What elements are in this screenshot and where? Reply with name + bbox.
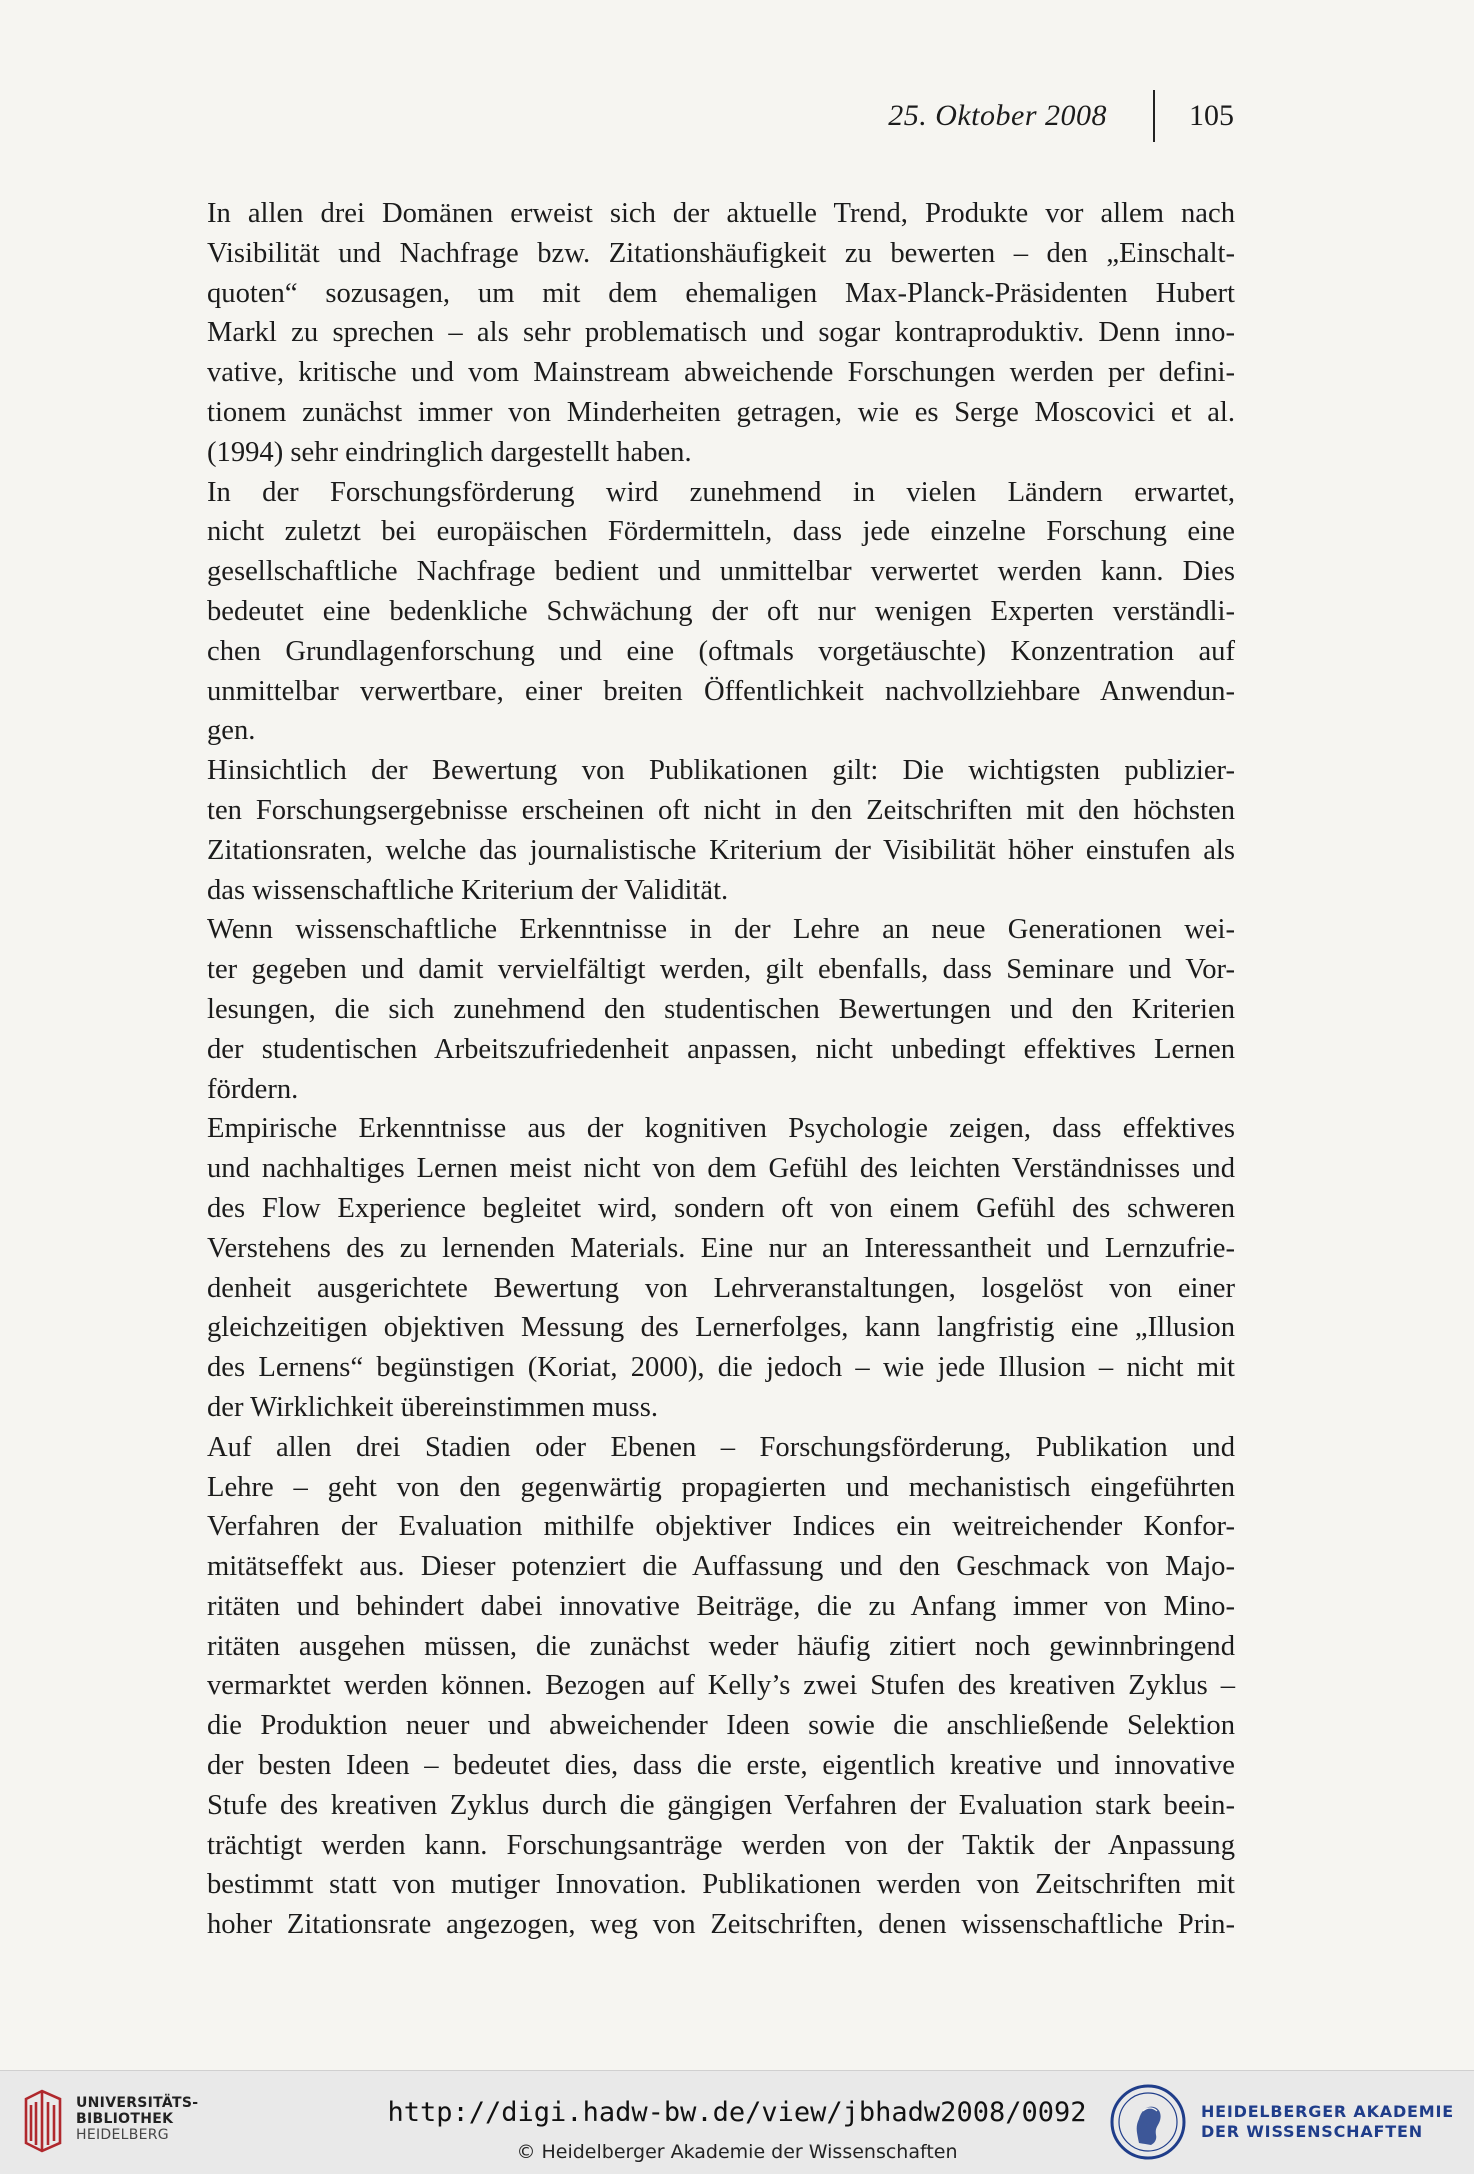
permalink-url[interactable]: http://digi.hadw-bw.de/view/jbhadw2008/0092 — [387, 2097, 1087, 2128]
text-line: Verfahren der Evaluation mithilfe objektiver Indices ein weitreichender Konfor- — [207, 1511, 1235, 1543]
text-line: Lehre – geht von den gegenwärtig propagierten und mechanistisch eingeführten — [207, 1471, 1235, 1503]
text-line: Markl zu sprechen – als sehr problematisch und sogar kontraproduktiv. Denn inno- — [207, 317, 1235, 349]
text-line: Hinsichtlich der Bewertung von Publikationen gilt: Die wichtigsten publizier- — [207, 755, 1235, 787]
text-line: In allen drei Domänen erweist sich der aktuelle Trend, Produkte vor allem nach — [207, 198, 1235, 229]
running-header-date: 25. Oktober 2008 — [888, 99, 1107, 132]
academy-logo[interactable] — [1109, 2083, 1454, 2161]
text-line: unmittelbar verwertbare, einer breiten Öffentlichkeit nachvollziehbare Anwendun- — [207, 675, 1235, 707]
body-text — [135, 194, 1235, 1945]
text-line: der Wirklichkeit übereinstimmen muss. — [207, 1391, 658, 1423]
text-line: Stufe des kreativen Zyklus durch die gängigen Verfahren der Evaluation stark beein- — [207, 1789, 1235, 1821]
text-line: der studentischen Arbeitszufriedenheit anpassen, nicht unbedingt effektives Lernen — [207, 1033, 1235, 1065]
library-name-line: BIBLIOTHEK — [76, 2111, 174, 2127]
paragraph — [135, 473, 1235, 752]
academy-name-line: HEIDELBERGER AKADEMIE — [1200, 2102, 1454, 2121]
text-line: Visibilität und Nachfrage bzw. Zitationshäufigkeit zu bewerten – den „Einschalt- — [207, 237, 1235, 269]
text-line: bedeutet eine bedenkliche Schwächung der oft nur wenigen Experten verständli- — [207, 595, 1235, 627]
text-line: der besten Ideen – bedeutet dies, dass die erste, eigentlich kreative und innovative — [207, 1750, 1235, 1782]
text-line: ter gegeben und damit vervielfältigt werden, gilt ebenfalls, dass Seminare und Vor- — [207, 954, 1235, 986]
text-line: und nachhaltiges Lernen meist nicht von dem Gefühl des leichten Verständnisses und — [207, 1153, 1235, 1185]
text-line: die Produktion neuer und abweichender Ideen sowie die anschließende Selektion — [207, 1710, 1235, 1742]
library-name-line: HEIDELBERG — [76, 2127, 169, 2143]
paragraph — [135, 1428, 1235, 1945]
text-line: des Flow Experience begleitet wird, sondern oft von einem Gefühl des schweren — [207, 1192, 1235, 1224]
paragraph — [135, 1109, 1235, 1427]
paragraph — [135, 194, 1235, 473]
academy-name — [1201, 2102, 1454, 2142]
text-line: chen Grundlagenforschung und eine (oftmals vorgetäuschte) Konzentration auf — [207, 635, 1235, 667]
library-name-line: UNIVERSITÄTS- — [76, 2095, 199, 2111]
text-line: trächtigt werden kann. Forschungsanträge werden von der Taktik der Anpassung — [207, 1829, 1235, 1861]
text-line: quoten“ sozusagen, um mit dem ehemaligen Max-Planck-Präsidenten Hubert — [207, 277, 1235, 309]
text-line: fördern. — [207, 1073, 299, 1105]
paragraph — [135, 910, 1235, 1109]
text-line: ritäten und behindert dabei innovative Beiträge, die zu Anfang immer von Mino- — [207, 1590, 1235, 1622]
text-line: ten Forschungsergebnisse erscheinen oft nicht in den Zeitschriften mit den höchsten — [207, 794, 1235, 826]
text-line: gesellschaftliche Nachfrage bedient und unmittelbar verwertet werden kann. Dies — [207, 556, 1235, 588]
text-line: tionem zunächst immer von Minderheiten getragen, wie es Serge Moscovici et al. — [207, 396, 1235, 428]
digitization-footer — [0, 2070, 1474, 2174]
text-line: Verstehens des zu lernenden Materials. Eine nur an Interessantheit und Lernzufrie- — [207, 1232, 1235, 1264]
text-line: des Lernens“ begünstigen (Koriat, 2000), die jedoch – wie jede Illusion – nicht mit — [207, 1352, 1235, 1384]
academy-name-line: DER WISSENSCHAFTEN — [1200, 2122, 1423, 2141]
running-header — [888, 96, 1234, 136]
text-line: das wissenschaftliche Kriterium der Validität. — [207, 874, 729, 906]
text-line: In der Forschungsförderung wird zunehmend in vielen Ländern erwartet, — [207, 476, 1235, 508]
text-line: hoher Zitationsrate angezogen, weg von Zeitschriften, denen wissenschaftliche Prin- — [207, 1909, 1235, 1941]
text-line: gleichzeitigen objektiven Messung des Lernerfolges, kann langfristig eine „Illusion — [207, 1312, 1235, 1344]
text-line: lesungen, die sich zunehmend den studentischen Bewertungen und den Kriterien — [207, 993, 1235, 1025]
text-line: vative, kritische und vom Mainstream abweichende Forschungen werden per defini- — [207, 357, 1235, 389]
copyright-notice: © Heidelberger Akademie der Wissenschaften — [516, 2141, 958, 2163]
text-line: gen. — [207, 715, 256, 747]
text-line: ritäten ausgehen müssen, die zunächst weder häufig zitiert noch gewinnbringend — [207, 1630, 1235, 1662]
text-line: Empirische Erkenntnisse aus der kognitiven Psychologie zeigen, dass effektives — [207, 1113, 1235, 1145]
academy-seal-icon — [1109, 2083, 1187, 2161]
text-line: vermarktet werden können. Bezogen auf Kelly’s zwei Stufen des kreativen Zyklus – — [207, 1670, 1235, 1702]
header-divider — [1153, 90, 1155, 142]
text-line: nicht zuletzt bei europäischen Fördermitteln, dass jede einzelne Forschung eine — [207, 516, 1235, 548]
page-number: 105 — [1189, 99, 1234, 132]
text-line: bestimmt statt von mutiger Innovation. Publikationen werden von Zeitschriften mit — [207, 1869, 1235, 1901]
text-line: Auf allen drei Stadien oder Ebenen – Forschungsförderung, Publikation und — [207, 1431, 1235, 1463]
text-line: Wenn wissenschaftliche Erkenntnisse in der Lehre an neue Generationen wei- — [207, 914, 1235, 946]
paragraph — [135, 751, 1235, 910]
text-line: denheit ausgerichtete Bewertung von Lehrveranstaltungen, losgelöst von einer — [207, 1272, 1235, 1304]
text-line: mitätseffekt aus. Dieser potenziert die Auffassung und den Geschmack von Majo- — [207, 1551, 1235, 1583]
text-line: Zitationsraten, welche das journalistische Kriterium der Visibilität höher einstufen als — [207, 834, 1235, 866]
text-line: (1994) sehr eindringlich dargestellt haben. — [207, 436, 692, 468]
